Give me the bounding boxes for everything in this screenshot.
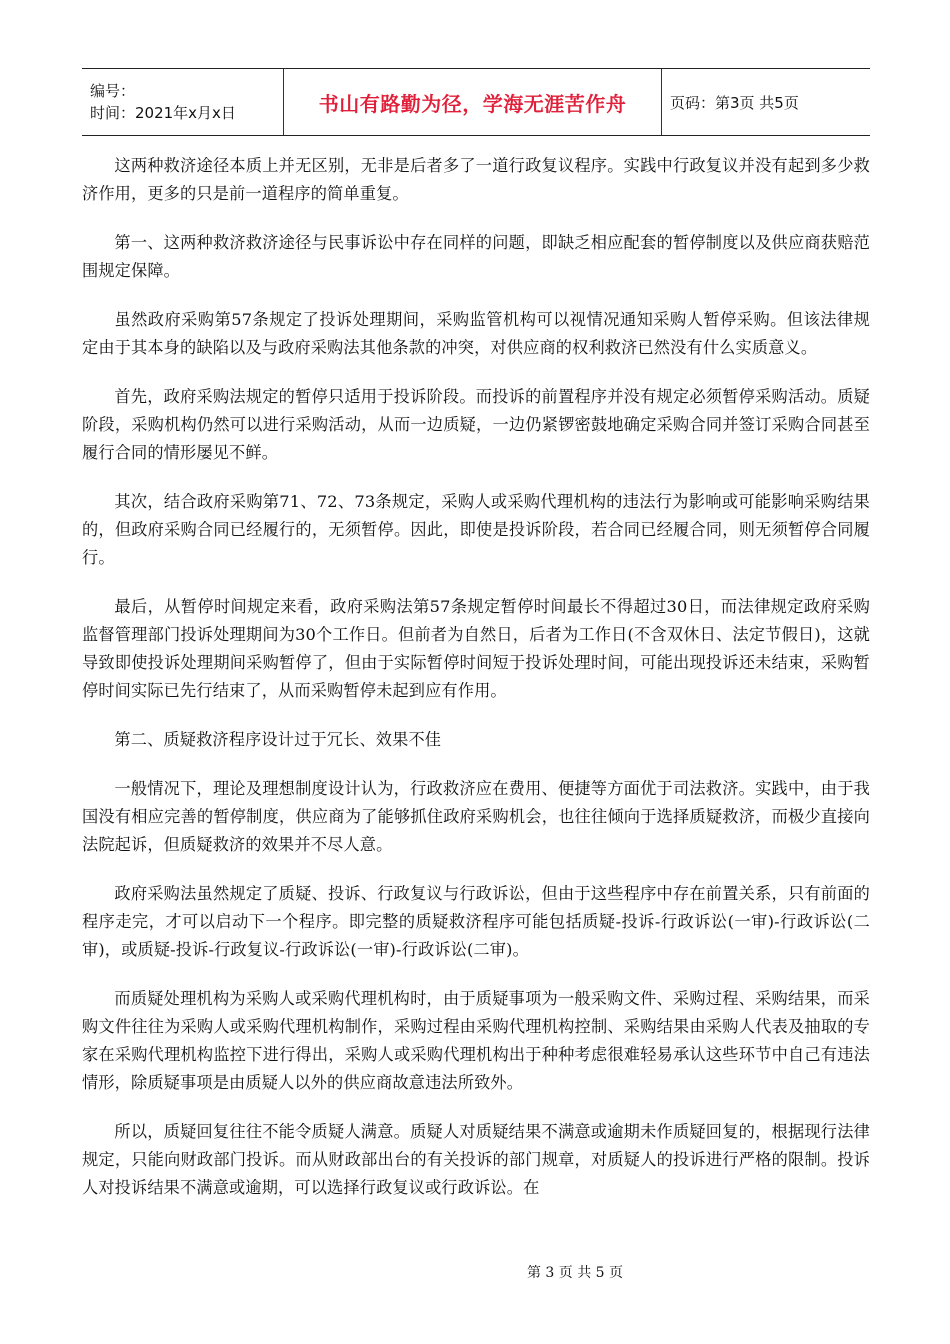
- header-number-label: 编号：: [90, 82, 136, 100]
- header-motto: 书山有路勤为径，学海无涯苦作舟: [284, 69, 662, 135]
- paragraph: 一般情况下，理论及理想制度设计认为，行政救济应在费用、便捷等方面优于司法救济。实践中，由于我国没有相应完善的暂停制度，供应商为了能够抓住政府采购机会，也往往倾向于选择质疑救济，而极少直接向法院起诉，但质疑救济的效果并不尽人意。: [82, 779, 870, 854]
- header-meta: [82, 69, 284, 135]
- paragraph: 第一、这两种救济救济途径与民事诉讼中存在同样的问题，即缺乏相应配套的暂停制度以及供应商获赔范围规定保障。: [82, 233, 870, 280]
- header-page-label: 页码：第3页 共5页: [670, 93, 799, 112]
- document-body: [82, 152, 870, 1223]
- paragraph: 最后，从暂停时间规定来看，政府采购法第57条规定暂停时间最长不得超过30日，而法律规定政府采购监督管理部门投诉处理期间为30个工作日。但前者为自然日，后者为工作日(不含双休日、法定节假日)，这就导致即使投诉处理期间采购暂停了，但由于实际暂停时间短于投诉处理时间，可能出现投诉还未结束，采购暂停时间实际已先行结束了，从而采购暂停未起到应有作用。: [82, 597, 870, 700]
- paragraph: 虽然政府采购第57条规定了投诉处理期间，采购监管机构可以视情况通知采购人暂停采购。但该法律规定由于其本身的缺陷以及与政府采购法其他条款的冲突，对供应商的权利救济已然没有什么实质意义。: [82, 310, 870, 357]
- page-footer: 第 3 页 共 5 页: [526, 1265, 624, 1281]
- paragraph: 而质疑处理机构为采购人或采购代理机构时，由于质疑事项为一般采购文件、采购过程、采购结果，而采购文件往往为采购人或采购代理机构制作，采购过程由采购代理机构控制、采购结果由采购人代表及抽取的专家在采购代理机构监控下进行得出，采购人或采购代理机构出于种种考虑很难轻易承认这些环节中自己有违法情形，除质疑事项是由质疑人以外的供应商故意违法所致外。: [82, 989, 870, 1092]
- paragraph: 政府采购法虽然规定了质疑、投诉、行政复议与行政诉讼，但由于这些程序中存在前置关系，只有前面的程序走完，才可以启动下一个程序。即完整的质疑救济程序可能包括质疑-投诉-行政诉讼(一审)-行政诉讼(二审)，或质疑-投诉-行政复议-行政诉讼(一审)-行政诉讼(二审)。: [82, 884, 870, 959]
- paragraph: 首先，政府采购法规定的暂停只适用于投诉阶段。而投诉的前置程序并没有规定必须暂停采购活动。质疑阶段，采购机构仍然可以进行采购活动，从而一边质疑，一边仍紧锣密鼓地确定采购合同并签订采购合同甚至履行合同的情形屡见不鲜。: [82, 387, 870, 462]
- section-heading: 第二、质疑救济程序设计过于冗长、效果不佳: [114, 730, 442, 749]
- paragraph: 这两种救济途径本质上并无区别，无非是后者多了一道行政复议程序。实践中行政复议并没有起到多少救济作用，更多的只是前一道程序的简单重复。: [82, 156, 870, 203]
- document-header: [82, 68, 870, 136]
- header-time-label: 时间：2021年x月x日: [90, 104, 236, 122]
- paragraph: 其次，结合政府采购第71、72、73条规定，采购人或采购代理机构的违法行为影响或可能影响采购结果的，但政府采购合同已经履行的，无须暂停。因此，即使是投诉阶段，若合同已经履合同，则无须暂停合同履行。: [82, 492, 870, 567]
- paragraph: 所以，质疑回复往往不能令质疑人满意。质疑人对质疑结果不满意或逾期未作质疑回复的，根据现行法律规定，只能向财政部门投诉。而从财政部出台的有关投诉的部门规章，对质疑人的投诉进行严格的限制。投诉人对投诉结果不满意或逾期，可以选择行政复议或行政诉讼。在: [82, 1122, 870, 1197]
